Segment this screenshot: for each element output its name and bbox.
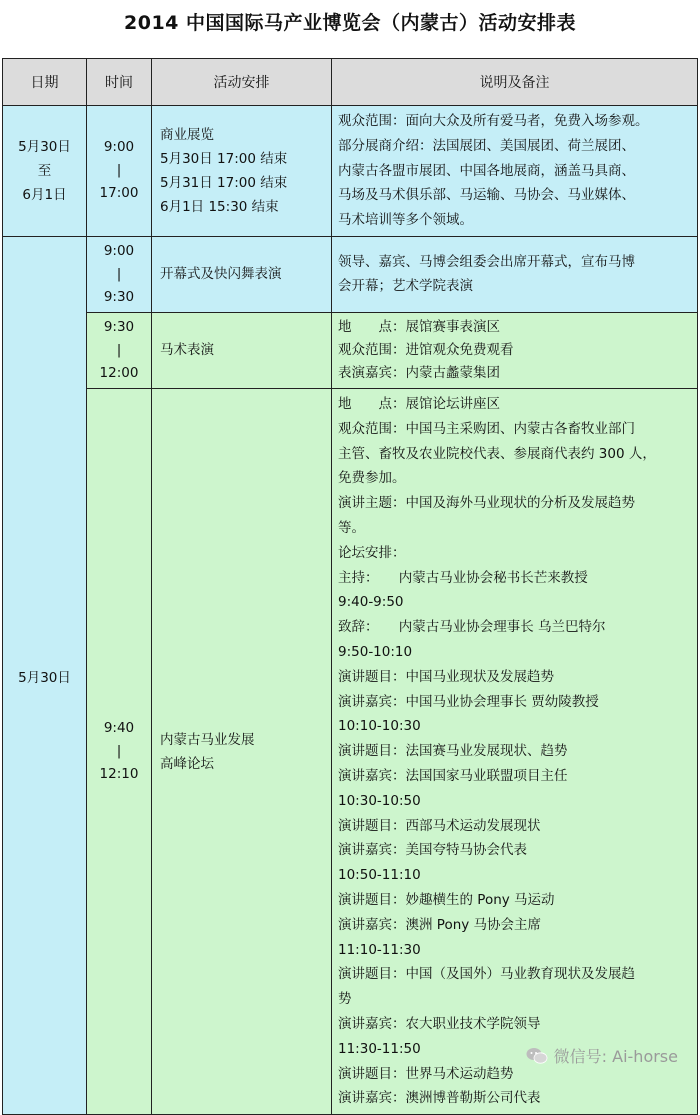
note-line: 演讲嘉宾：法国国家马业联盟项目主任 <box>338 767 568 784</box>
note-line: 演讲题目：中国（及国外）马业教育现状及发展趋 <box>338 966 635 983</box>
schedule-table <box>2 58 698 1115</box>
note-line: 演讲嘉宾：中国马业协会理事长 贾幼陵教授 <box>338 693 599 710</box>
note-line: 11:10-11:30 <box>338 941 421 958</box>
note-line: 主管、畜牧及农业院校代表、参展商代表约 300 人， <box>338 445 656 462</box>
time-cell <box>87 312 152 388</box>
note-line: 地 点：展馆论坛讲座区 <box>338 395 500 412</box>
note-line: 表演嘉宾：内蒙古蠡蒙集团 <box>338 364 500 381</box>
note-line: 9:40-9:50 <box>338 594 404 611</box>
note-line: 观众范围：进馆观众免费观看 <box>338 341 514 358</box>
watermark <box>526 1044 678 1067</box>
table-row <box>3 236 698 312</box>
note-line: 演讲题目：世界马术运动趋势 <box>338 1065 514 1082</box>
note-line: 演讲题目：法国赛马业发展现状、趋势 <box>338 743 568 760</box>
note-line: 内蒙古各盟市展团、中国各地展商，涵盖马具商、 <box>338 162 635 179</box>
notes-cell <box>332 106 698 237</box>
note-line: 势 <box>338 991 352 1008</box>
note-line: 10:30-10:50 <box>338 792 421 809</box>
time-start: 9:00 <box>103 242 135 259</box>
header-row <box>3 59 698 106</box>
note-line: 马术培训等多个领域。 <box>338 212 473 229</box>
note-line: 免费参加。 <box>338 470 406 487</box>
note-line: 演讲题目：西部马术运动发展现状 <box>338 817 541 834</box>
time-sep: | <box>116 743 122 760</box>
time-end: 12:10 <box>99 766 139 783</box>
activity-cell <box>152 312 332 388</box>
note-line: 演讲嘉宾：美国夸特马协会代表 <box>338 842 527 859</box>
note-line: 9:50-10:10 <box>338 643 413 660</box>
date-cell: 5月30日 <box>3 236 87 1114</box>
note-line: 10:10-10:30 <box>338 718 421 735</box>
notes-cell <box>332 388 698 1114</box>
time-sep: | <box>116 265 122 282</box>
activity-line: 5月30日 17:00 结束 <box>160 150 288 167</box>
time-cell <box>87 388 152 1114</box>
time-sep: | <box>116 162 122 179</box>
activity-line: 马术表演 <box>160 342 214 359</box>
note-line: 论坛安排： <box>338 544 406 561</box>
note-line: 地 点：展馆赛事表演区 <box>338 318 500 335</box>
time-end: 17:00 <box>99 185 139 202</box>
note-line: 致辞： 内蒙古马业协会理事长 乌兰巴特尔 <box>338 619 606 636</box>
note-line: 领导、嘉宾、马博会组委会出席开幕式，宣布马博 <box>338 253 635 270</box>
activity-line: 开幕式及快闪舞表演 <box>160 266 282 283</box>
note-line: 会开幕；艺术学院表演 <box>338 278 473 295</box>
wechat-icon <box>526 1047 548 1065</box>
time-end: 12:00 <box>99 364 139 381</box>
header-date: 日期 <box>3 59 87 106</box>
time-end: 9:30 <box>103 288 135 305</box>
note-line: 演讲主题：中国及海外马业现状的分析及发展趋势 <box>338 495 635 512</box>
table-row <box>3 312 698 388</box>
page-title: 2014 中国国际马产业博览会（内蒙古）活动安排表 <box>124 12 576 34</box>
date-line: 6月1日 <box>22 186 67 203</box>
activity-cell <box>152 236 332 312</box>
time-start: 9:00 <box>103 139 135 156</box>
activity-line: 5月31日 17:00 结束 <box>160 174 288 191</box>
watermark-text: 微信号: Ai-horse <box>553 1047 678 1066</box>
date-cell <box>3 106 87 237</box>
activity-cell <box>152 388 332 1114</box>
header-notes: 说明及备注 <box>332 59 698 106</box>
note-line: 演讲嘉宾：农大职业技术学院领导 <box>338 1015 541 1032</box>
note-line: 主持： 内蒙古马业协会秘书长芒来教授 <box>338 569 588 586</box>
note-line: 演讲题目：中国马业现状及发展趋势 <box>338 668 554 685</box>
time-start: 9:40 <box>103 720 135 737</box>
activity-line: 商业展览 <box>160 126 214 143</box>
note-line: 演讲嘉宾：澳洲 Pony 马协会主席 <box>338 916 542 933</box>
table-row <box>3 388 698 1114</box>
time-start: 9:30 <box>103 318 135 335</box>
date-line: 至 <box>37 162 52 179</box>
note-line: 10:50-11:10 <box>338 867 421 884</box>
note-line: 观众范围：中国马主采购团、内蒙古各畜牧业部门 <box>338 420 635 437</box>
activity-line: 6月1日 15:30 结束 <box>160 198 279 215</box>
table-row <box>3 106 698 237</box>
activity-line: 内蒙古马业发展 <box>160 731 255 748</box>
note-line: 演讲题目：妙趣横生的 Pony 马运动 <box>338 891 555 908</box>
note-line: 马场及马术俱乐部、马运输、马协会、马业媒体、 <box>338 187 635 204</box>
note-line: 等。 <box>338 519 365 536</box>
note-line: 演讲嘉宾：澳洲博普勒斯公司代表 <box>338 1090 541 1107</box>
activity-cell <box>152 106 332 237</box>
note-line: 观众范围：面向大众及所有爱马者，免费入场参观。 <box>338 113 649 129</box>
date-line: 5月30日 <box>18 138 71 155</box>
activity-line: 高峰论坛 <box>160 755 214 772</box>
notes-cell <box>332 236 698 312</box>
time-cell <box>87 106 152 237</box>
note-line: 11:30-11:50 <box>338 1040 421 1057</box>
header-time: 时间 <box>87 59 152 106</box>
header-activity: 活动安排 <box>152 59 332 106</box>
time-sep: | <box>116 341 122 358</box>
notes-cell <box>332 312 698 388</box>
time-cell <box>87 236 152 312</box>
note-line: 部分展商介绍：法国展团、美国展团、荷兰展团、 <box>338 137 635 154</box>
